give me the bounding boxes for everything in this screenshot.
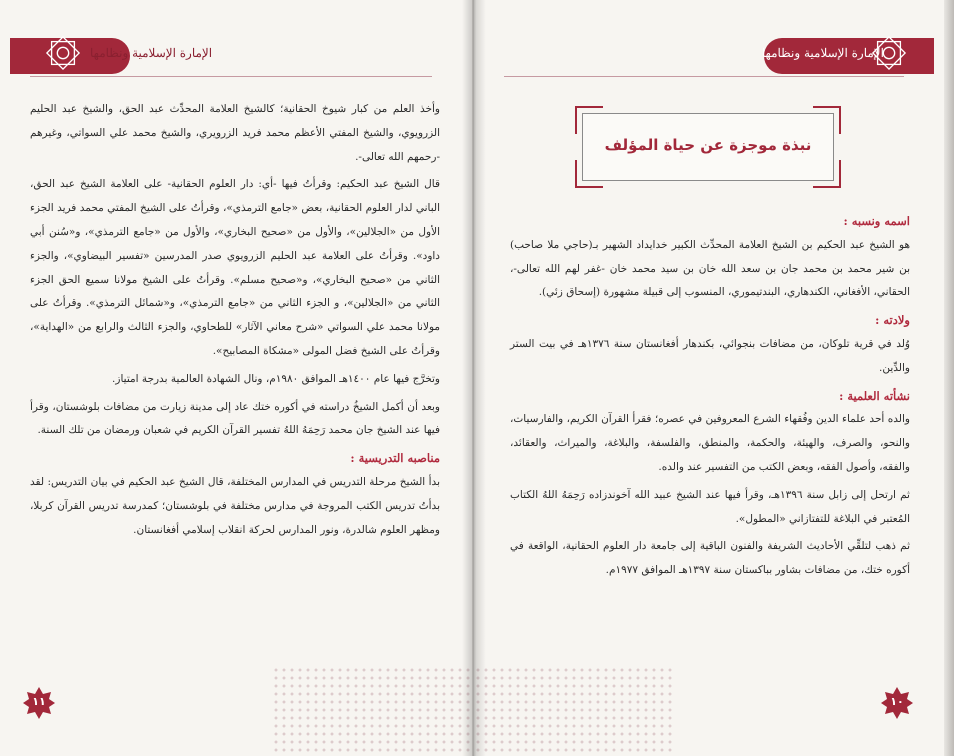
section-heading: مناصبه التدريسية :: [350, 451, 440, 466]
page-number-badge: [880, 686, 914, 720]
body-paragraph: وبعد أن أكمل الشيخُ دراسته في أكوره ختك عاد إلى مدينة زيارت من مضافات بلوشستان، وقرأ فيها عند الشيخ جان محمد رَحِمَهُ اللهُ تفسير القرآن الكريم في شعبان ورمضان من تلك السنة.: [30, 400, 440, 437]
body-paragraph: بدأ الشيخ مرحلة التدريس في المدارس المختلفة، قال الشيخ عبد الحكيم في بيان التدريس: لقد بدأتُ تدريس الكتب المروجة في مدارس مختلفة في بلوشستان؛ كمدرسة تدريس القرآن كربلا، ومظهر العلوم شالدرة، ونور المدارس لحركة انقلاب إسلامي أفغانستان.: [30, 475, 440, 536]
body-paragraph: هو الشيخ عبد الحكيم بن الشيخ العلامة المحدِّث الكبير خدايداد الشهير بـ(حاجي ملا صاحب) بن شير محمد بن محمد جان بن سعد الله خان بن سيد محمد خان -غفر لهم الله تعالى-، الحقاني، الأفغاني، الكندهاري، البندتيموري، المنسوب إلى قبيلة مشهورة (إسحاق زئي).: [510, 238, 910, 299]
rosette-ornament-icon: [44, 34, 82, 72]
page-number-badge: [22, 686, 56, 720]
running-header-title: الإمارة الإسلامية ونظامها: [761, 46, 884, 60]
body-paragraph: ثم ذهب لتلقِّي الأحاديث الشريفة والفنون الباقية إلى جامعة دار العلوم الحقانية، الواقعة في أكوره ختك، من مضافات بشاور بباكستان سنة ١٣٩٧هـ الموافق ١٩٧٧م.: [510, 540, 910, 577]
page-number: ١٠: [890, 695, 904, 708]
body-paragraph: وتخرَّج فيها عام ١٤٠٠هـ الموافق ١٩٨٠م، ونال الشهادة العالمية بدرجة امتياز.: [112, 372, 440, 385]
body-paragraph: قال الشيخ عبد الحكيم: وقرأتُ فيها -أي: دار العلوم الحقانية- على العلامة الشيخ عبد الحق، الباني لدار العلوم الحقانية، بعض «جامع الترمذي»، وقرأتُ على الشيخ المفتي محمد فريد الجزء الأول من «الجلالين»، والأول من «صحيح البخاري»، والأول من «جامع الترمذي»، و«سُنن أبي داود». وقرأتُ على العلامة عبد الحليم الزرويوي صدر المدرسين «تفسير البيضاوي»، والجزء الثاني من «صحيح البخاري»، و«صحيح مسلم». وقرأتُ على الشيخ مولانا سميع الحق الجزء الثاني من «الجلالين»، و الجزء الثاني من «جامع الترمذي»، و«شمائل الترمذي». وقرأتُ على مولانا محمد علي السواتي «شرح معاني الآثار» للطحاوي، والجزء الثالث والرابع من «الهداية»، وقرأتُ على الشيخ فضل المولى «مشكاة المصابيح».: [30, 178, 440, 357]
section-heading: ولادته :: [875, 313, 910, 328]
chapter-title-frame: [582, 113, 834, 181]
page-number: ١١: [32, 695, 46, 708]
body-paragraph: وأخذ العلم من كبار شيوخ الحقانية؛ كالشيخ العلامة المحدِّث عبد الحق، والشيخ عبد الحليم الزرويوي، والشيخ المفتي الأعظم محمد فريد الزرويري، والشيخ محمد علي السواتي، وغيرهم -رحمهم الله تعالى-.: [30, 103, 440, 163]
chapter-title: نبذة موجزة عن حياة المؤلف: [604, 136, 812, 154]
decorative-dots: [272, 666, 472, 756]
running-header-title: الإمارة الإسلامية ونظامها: [90, 46, 213, 60]
header-divider: [30, 76, 432, 77]
page-edge: [944, 0, 954, 756]
right-page: [474, 0, 944, 756]
left-page: [0, 0, 472, 756]
body-paragraph: والده أحد علماء الدين وفُقهاء الشرع المعروفين في عصره؛ فقرأ القرآن الكريم، والفارسيات، والنحو، والصرف، والهيئة، والحكمة، والمنطق، والفلسفة، والبلاغة، والميراث، والعقائد، والفقه، وأصول الفقه، وبعض الكتب من التفسير عند والده.: [510, 413, 910, 473]
body-paragraph: وُلد في قرية تلوكان، من مضافات بنجوائي، بكندهار أفغانستان سنة ١٣٧٦هـ في بيت الستر والدِّين.: [510, 337, 910, 374]
book-gutter: [462, 0, 486, 756]
header-divider: [504, 76, 904, 77]
section-heading: اسمه ونسبه :: [843, 214, 910, 228]
decorative-dots: [474, 666, 674, 756]
section-heading: نشأته العلمية :: [839, 388, 910, 403]
right-page-body: [510, 210, 910, 583]
left-page-body: [30, 98, 440, 542]
body-paragraph: ثم ارتحل إلى زابل سنة ١٣٩٦هـ، وقرأ فيها عند الشيخ عبيد الله آخوندزاده رَحِمَهُ اللهُ الكتاب المُعتبر في البلاغة للتفتازاني «المطول».: [510, 488, 910, 525]
